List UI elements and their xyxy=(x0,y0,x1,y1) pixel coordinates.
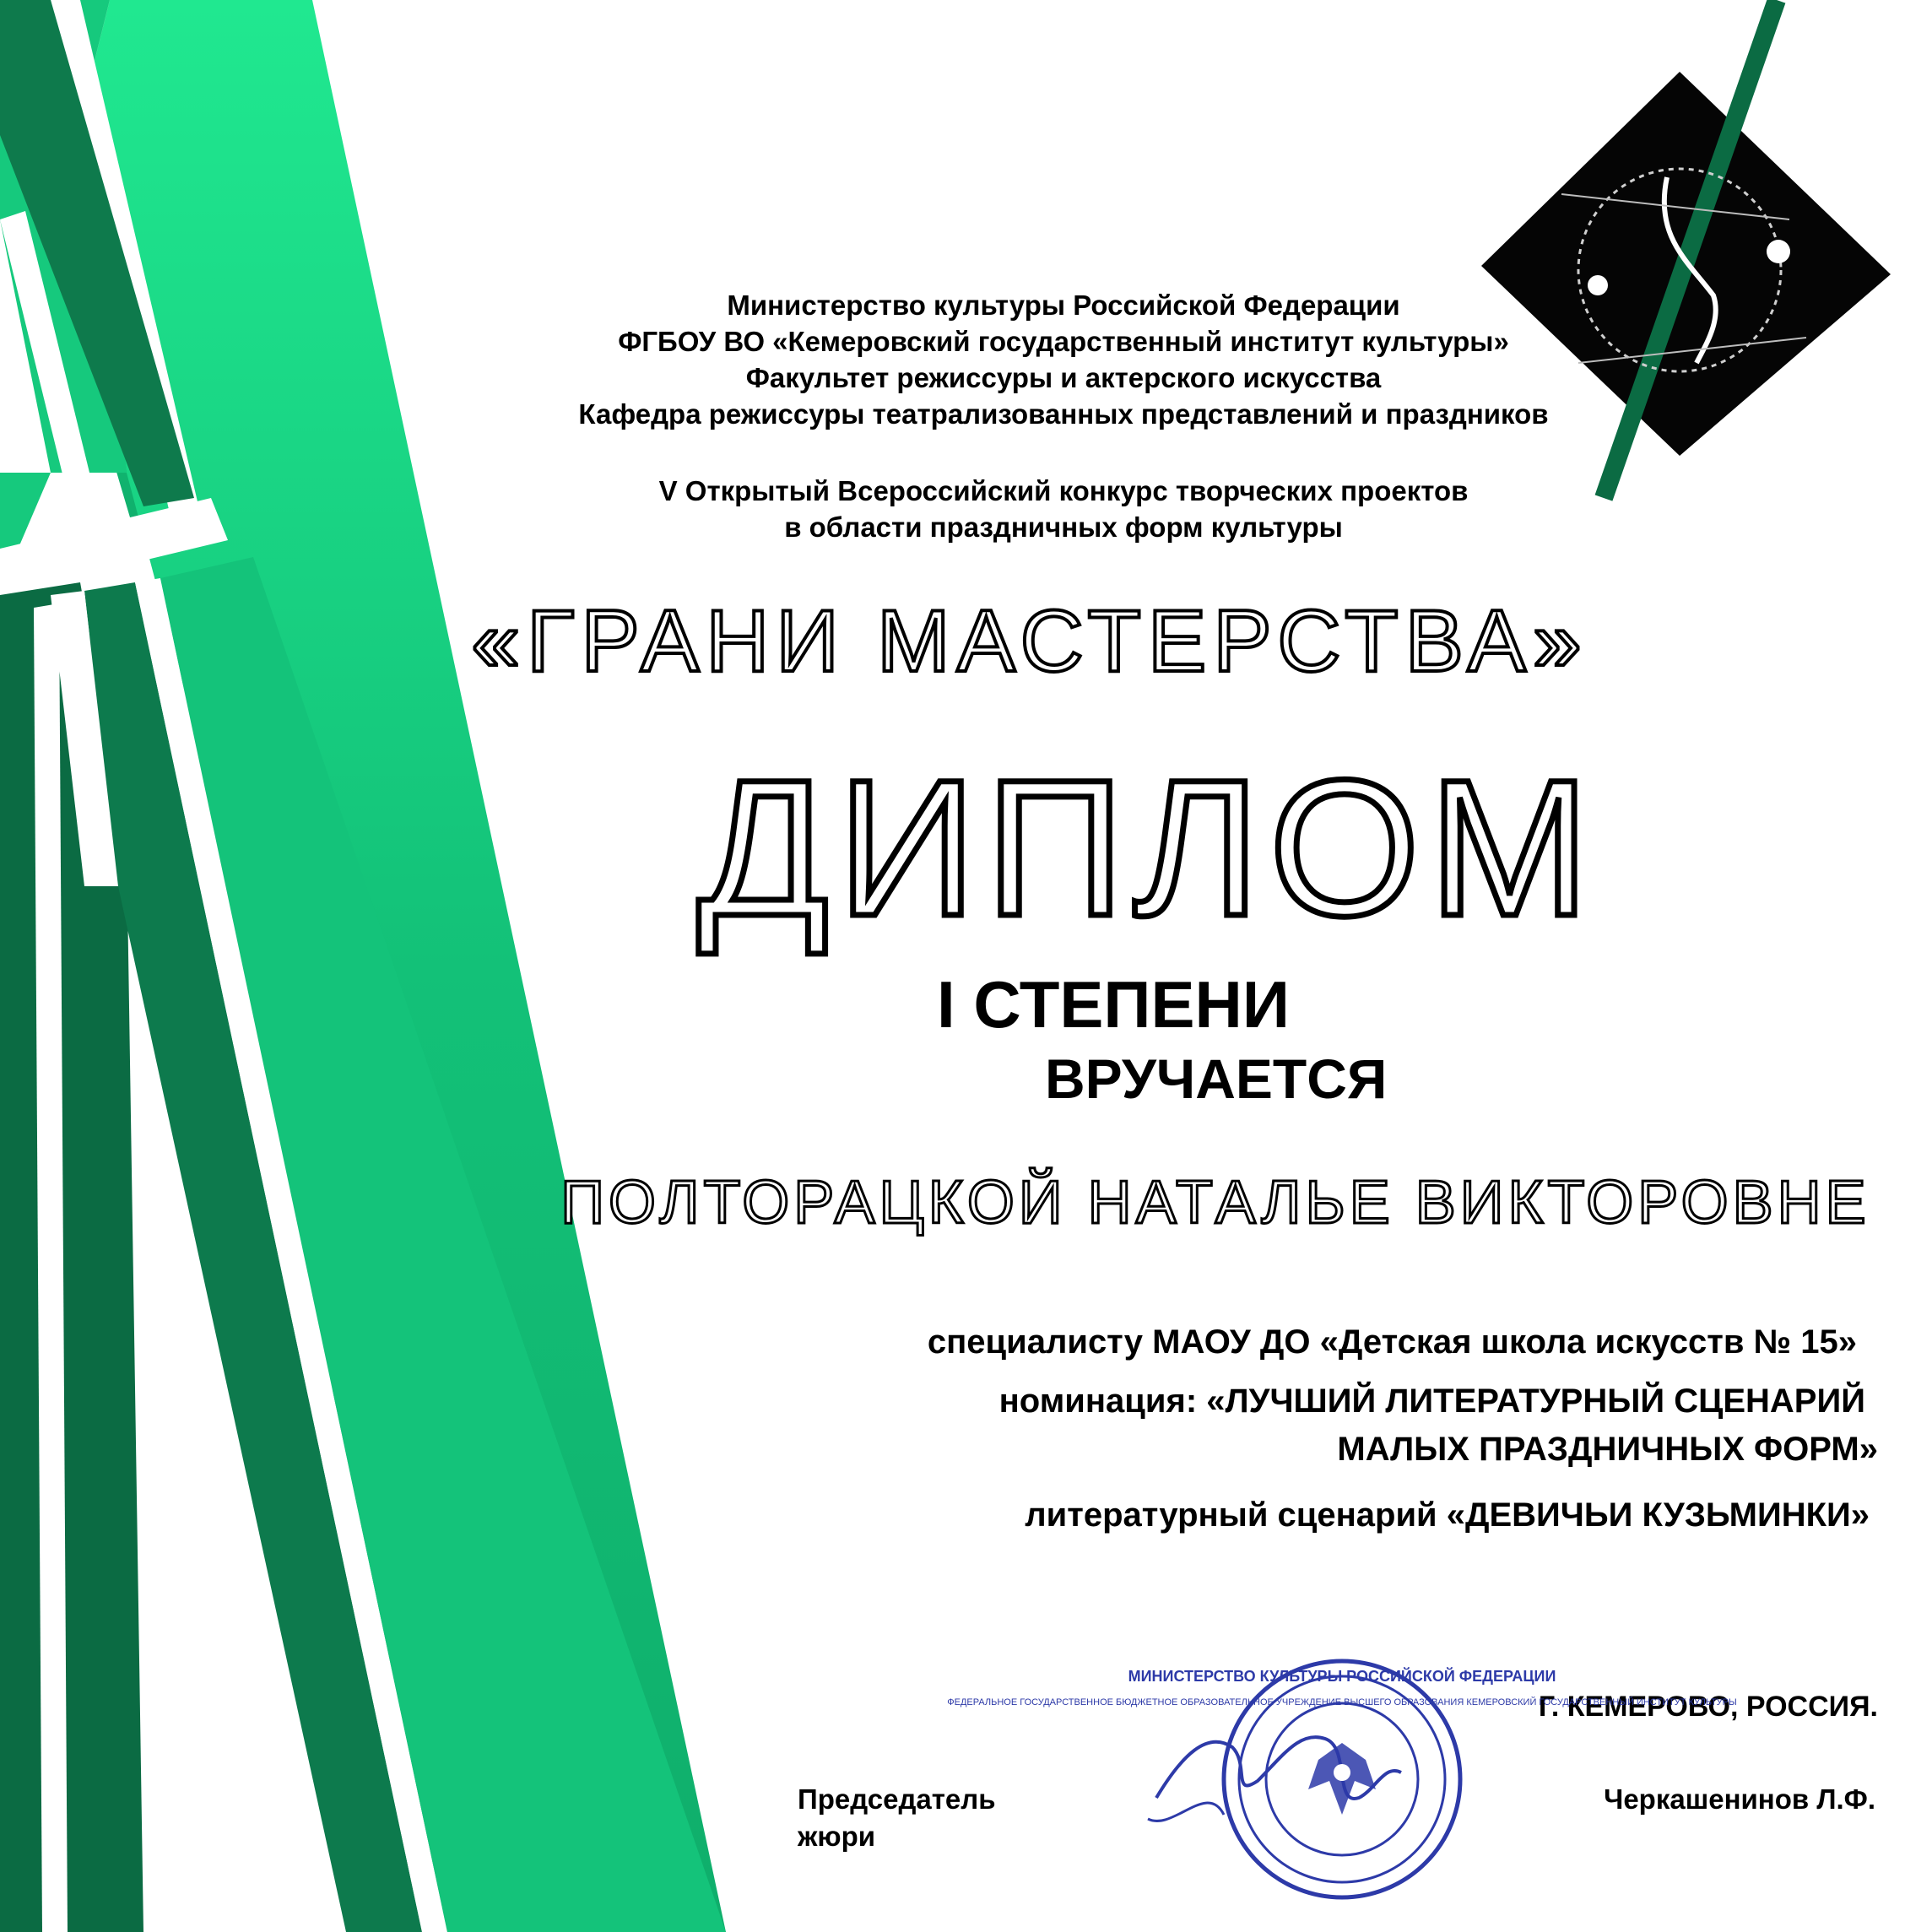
details-scenario: литературный сценарий «ДЕВИЧЬИ КУЗЬМИНКИ» xyxy=(1025,1496,1870,1534)
seal-outer-text: МИНИСТЕРСТВО КУЛЬТУРЫ РОССИЙСКОЙ ФЕДЕРАЦИИ xyxy=(1128,1668,1556,1685)
header-faculty: Факультет режиссуры и актерского искусства xyxy=(745,362,1382,393)
chair-label: Председатель xyxy=(798,1783,996,1815)
diploma-title: ДИПЛОМ xyxy=(697,739,1599,956)
chair-label-2: жюри xyxy=(798,1821,876,1852)
seal-inner-text: ФЕДЕРАЛЬНОЕ ГОСУДАРСТВЕННОЕ БЮДЖЕТНОЕ ОБРАЗОВАТЕЛЬНОЕ УЧРЕЖДЕНИЕ ВЫСШЕГО ОБРАЗОВАНИЯ КЕМЕРОВСКИЙ ГОСУДАРСТВЕННЫЙ ИНСТИТУТ КУЛЬТУРЫ xyxy=(947,1697,1737,1707)
russian-coat-of-arms-icon xyxy=(1308,1743,1376,1815)
details-nomination: номинация: «ЛУЧШИЙ ЛИТЕРАТУРНЫЙ СЦЕНАРИЙ xyxy=(998,1383,1865,1420)
footer-city: Г. КЕМЕРОВО, РОССИЯ. xyxy=(1538,1691,1878,1723)
diploma-degree: I СТЕПЕНИ xyxy=(937,967,1290,1042)
recipient-name: ПОЛТОРАЦКОЙ НАТАЛЬЕ ВИКТОРОВНЕ xyxy=(560,1169,1870,1237)
header-institute: ФГБОУ ВО «Кемеровский государственный институт культуры» xyxy=(618,326,1509,357)
contest-line-2: в области праздничных форм культуры xyxy=(784,511,1343,543)
contest-name: «ГРАНИ МАСТЕРСТВА» xyxy=(471,593,1588,690)
details-nomination-cont: МАЛЫХ ПРАЗДНИЧНЫХ ФОРМ» xyxy=(1337,1431,1878,1468)
header-department: Кафедра режиссуры театрализованных представлений и праздников xyxy=(578,398,1549,430)
details-specialist: специалисту МАОУ ДО «Детская школа искусств № 15» xyxy=(927,1323,1857,1361)
awarded-label: ВРУЧАЕТСЯ xyxy=(1045,1047,1388,1110)
contest-line-1: V Открытый Всероссийский конкурс творческих проектов xyxy=(658,475,1469,506)
header-ministry: Министерство культуры Российской Федерации xyxy=(727,290,1400,321)
chair-name: Черкашенинов Л.Ф. xyxy=(1604,1783,1875,1815)
